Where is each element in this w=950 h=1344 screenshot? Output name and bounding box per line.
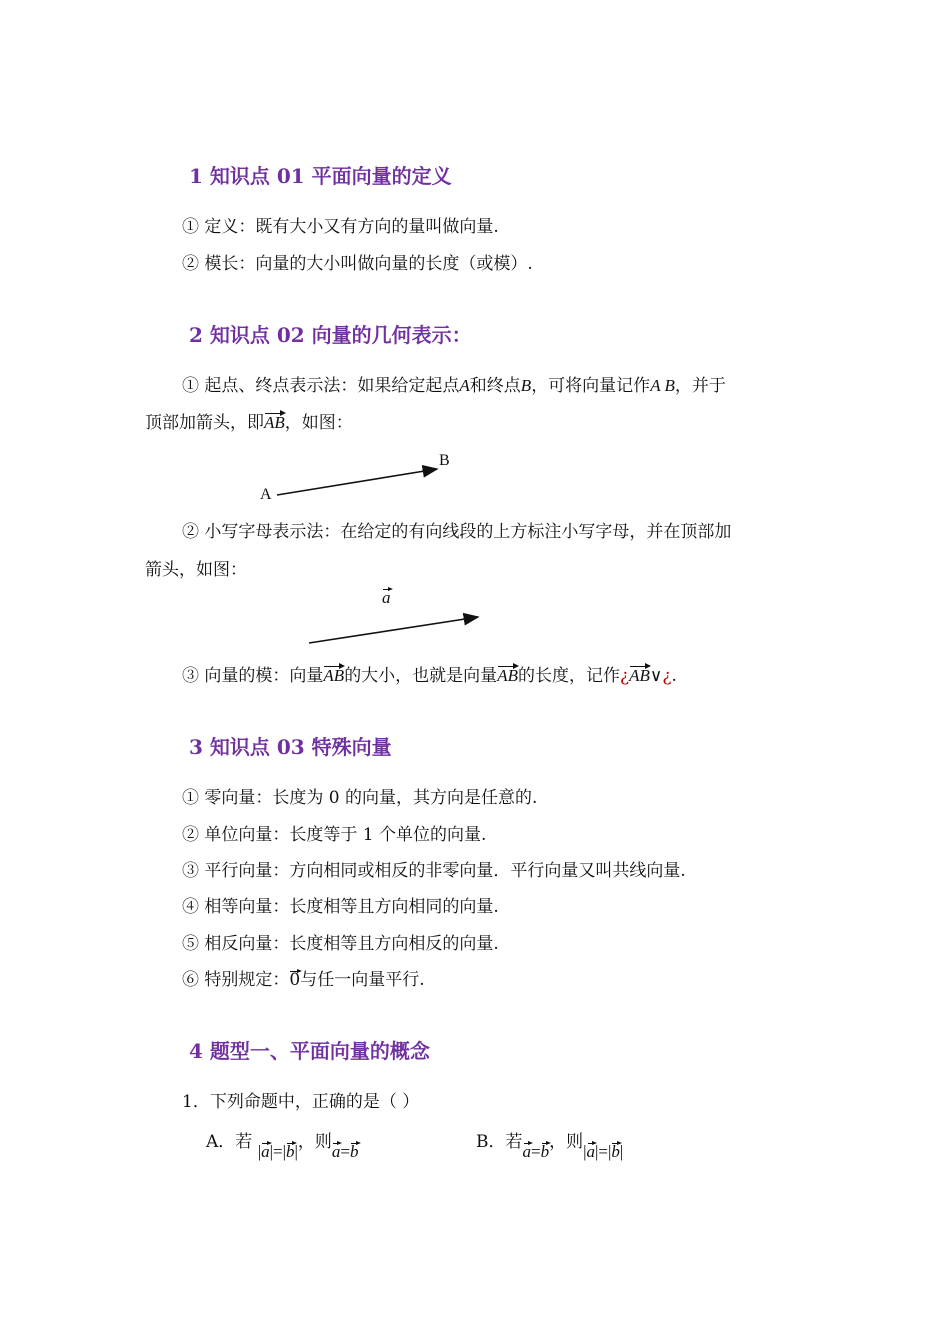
modulus-paragraph xyxy=(182,661,677,686)
vector-a: a xyxy=(522,1142,531,1161)
text: ① 起点、终点表示法：如果给定起点 xyxy=(182,376,460,396)
abs-bar: | xyxy=(282,1142,286,1161)
list-item: ➂ 平行向量：方向相同或相反的非零向量．平行向量又叫共线向量. xyxy=(182,861,686,881)
abs-bar: | xyxy=(619,1142,624,1161)
equals: = xyxy=(273,1142,283,1161)
abs-bar: | xyxy=(269,1142,273,1161)
option-b-condition xyxy=(523,1142,550,1161)
text: ③ 向量的模：向量 xyxy=(182,666,324,686)
magnitude-item: ② 模长：向量的大小叫做向量的长度（或模）. xyxy=(182,254,533,274)
section-1-title: 1 知识点 01 平面向量的定义 xyxy=(189,164,452,188)
text: ，可将向量记作 xyxy=(531,376,651,396)
abs-bar: | xyxy=(583,1142,587,1161)
vector-a-label: a xyxy=(382,588,391,607)
vector-ab: AB xyxy=(497,666,518,685)
notation-paragraph-line2 xyxy=(145,408,353,433)
label-a: A xyxy=(260,486,272,503)
vector-a: a xyxy=(586,1142,595,1161)
vector-arrow xyxy=(277,469,437,495)
list-item xyxy=(182,965,425,990)
vector-ab: AB xyxy=(264,413,285,432)
text: ，并于 xyxy=(674,376,726,396)
option-a-condition xyxy=(258,1142,298,1161)
ab-plain: A B xyxy=(650,376,675,395)
vector-b: b xyxy=(286,1142,295,1161)
vector-b: b xyxy=(611,1142,620,1161)
option-a-prefix: A．若 xyxy=(206,1132,253,1152)
option-b-result xyxy=(583,1142,623,1161)
notation-paragraph-line1 xyxy=(182,371,726,396)
point-b: B xyxy=(520,376,532,395)
text: ⑥ 特别规定： xyxy=(182,970,290,990)
abs-bar: | xyxy=(294,1142,298,1161)
zero-vector: 0 xyxy=(289,970,301,990)
vector-a-figure xyxy=(300,605,490,650)
garbled-char: ¿ xyxy=(662,666,672,686)
equals: = xyxy=(531,1142,541,1161)
vector-arrow xyxy=(309,617,478,643)
abs-bar: | xyxy=(595,1142,599,1161)
vector-ab: AB xyxy=(323,666,345,685)
section-4-title: 4 题型一、平面向量的概念 xyxy=(189,1039,430,1063)
list-item: ➄ 相反向量：长度相等且方向相反的向量. xyxy=(182,934,499,954)
option-a-result xyxy=(332,1142,359,1161)
garbled-char: ¿ xyxy=(619,666,630,686)
text: 和终点 xyxy=(469,376,521,396)
equals: = xyxy=(598,1142,608,1161)
vector-b: b xyxy=(540,1142,550,1161)
vector-a: a xyxy=(261,1142,270,1161)
text: 的长度，记作 xyxy=(517,666,620,686)
or-symbol: ∨ xyxy=(649,666,663,686)
list-item: ➃ 相等向量：长度相等且方向相同的向量. xyxy=(182,897,499,917)
section-2-title: 2 知识点 02 向量的几何表示： xyxy=(189,323,472,347)
text: . xyxy=(671,666,677,686)
option-a-then: ，则 xyxy=(297,1132,332,1152)
label-b: B xyxy=(439,452,450,469)
definition-item: ① 定义：既有大小又有方向的量叫做向量. xyxy=(182,217,499,237)
vector-ab: AB xyxy=(629,666,650,685)
vector-ab-figure xyxy=(250,445,470,505)
equals: = xyxy=(340,1142,350,1161)
vector-b: b xyxy=(350,1142,359,1161)
abs-bar: | xyxy=(257,1142,262,1161)
point-a: A xyxy=(459,376,470,395)
option-b-then: ，则 xyxy=(549,1132,584,1152)
list-item: ➁ 单位向量：长度等于 1 个单位的向量. xyxy=(182,825,487,845)
vector-a: a xyxy=(331,1142,341,1161)
question-1: 1．下列命题中，正确的是（ ） xyxy=(182,1092,420,1112)
lowercase-paragraph-line2: 箭头，如图： xyxy=(145,560,247,580)
text: 顶部加箭头，即 xyxy=(145,413,264,433)
section-3-title: 3 知识点 03 特殊向量 xyxy=(189,735,392,759)
option-b-prefix: B．若 xyxy=(476,1132,523,1152)
text: ，如图： xyxy=(284,413,353,433)
abs-bar: | xyxy=(608,1142,612,1161)
text: 的大小，也就是向量 xyxy=(344,666,498,686)
list-item: ➀ 零向量：长度为 0 的向量，其方向是任意的. xyxy=(182,788,538,808)
option-b[interactable] xyxy=(476,1127,624,1161)
option-a[interactable] xyxy=(206,1127,359,1161)
text: 与任一向量平行. xyxy=(300,970,425,990)
lowercase-paragraph-line1: ② 小写字母表示法：在给定的有向线段的上方标注小写字母，并在顶部加 xyxy=(182,522,732,542)
